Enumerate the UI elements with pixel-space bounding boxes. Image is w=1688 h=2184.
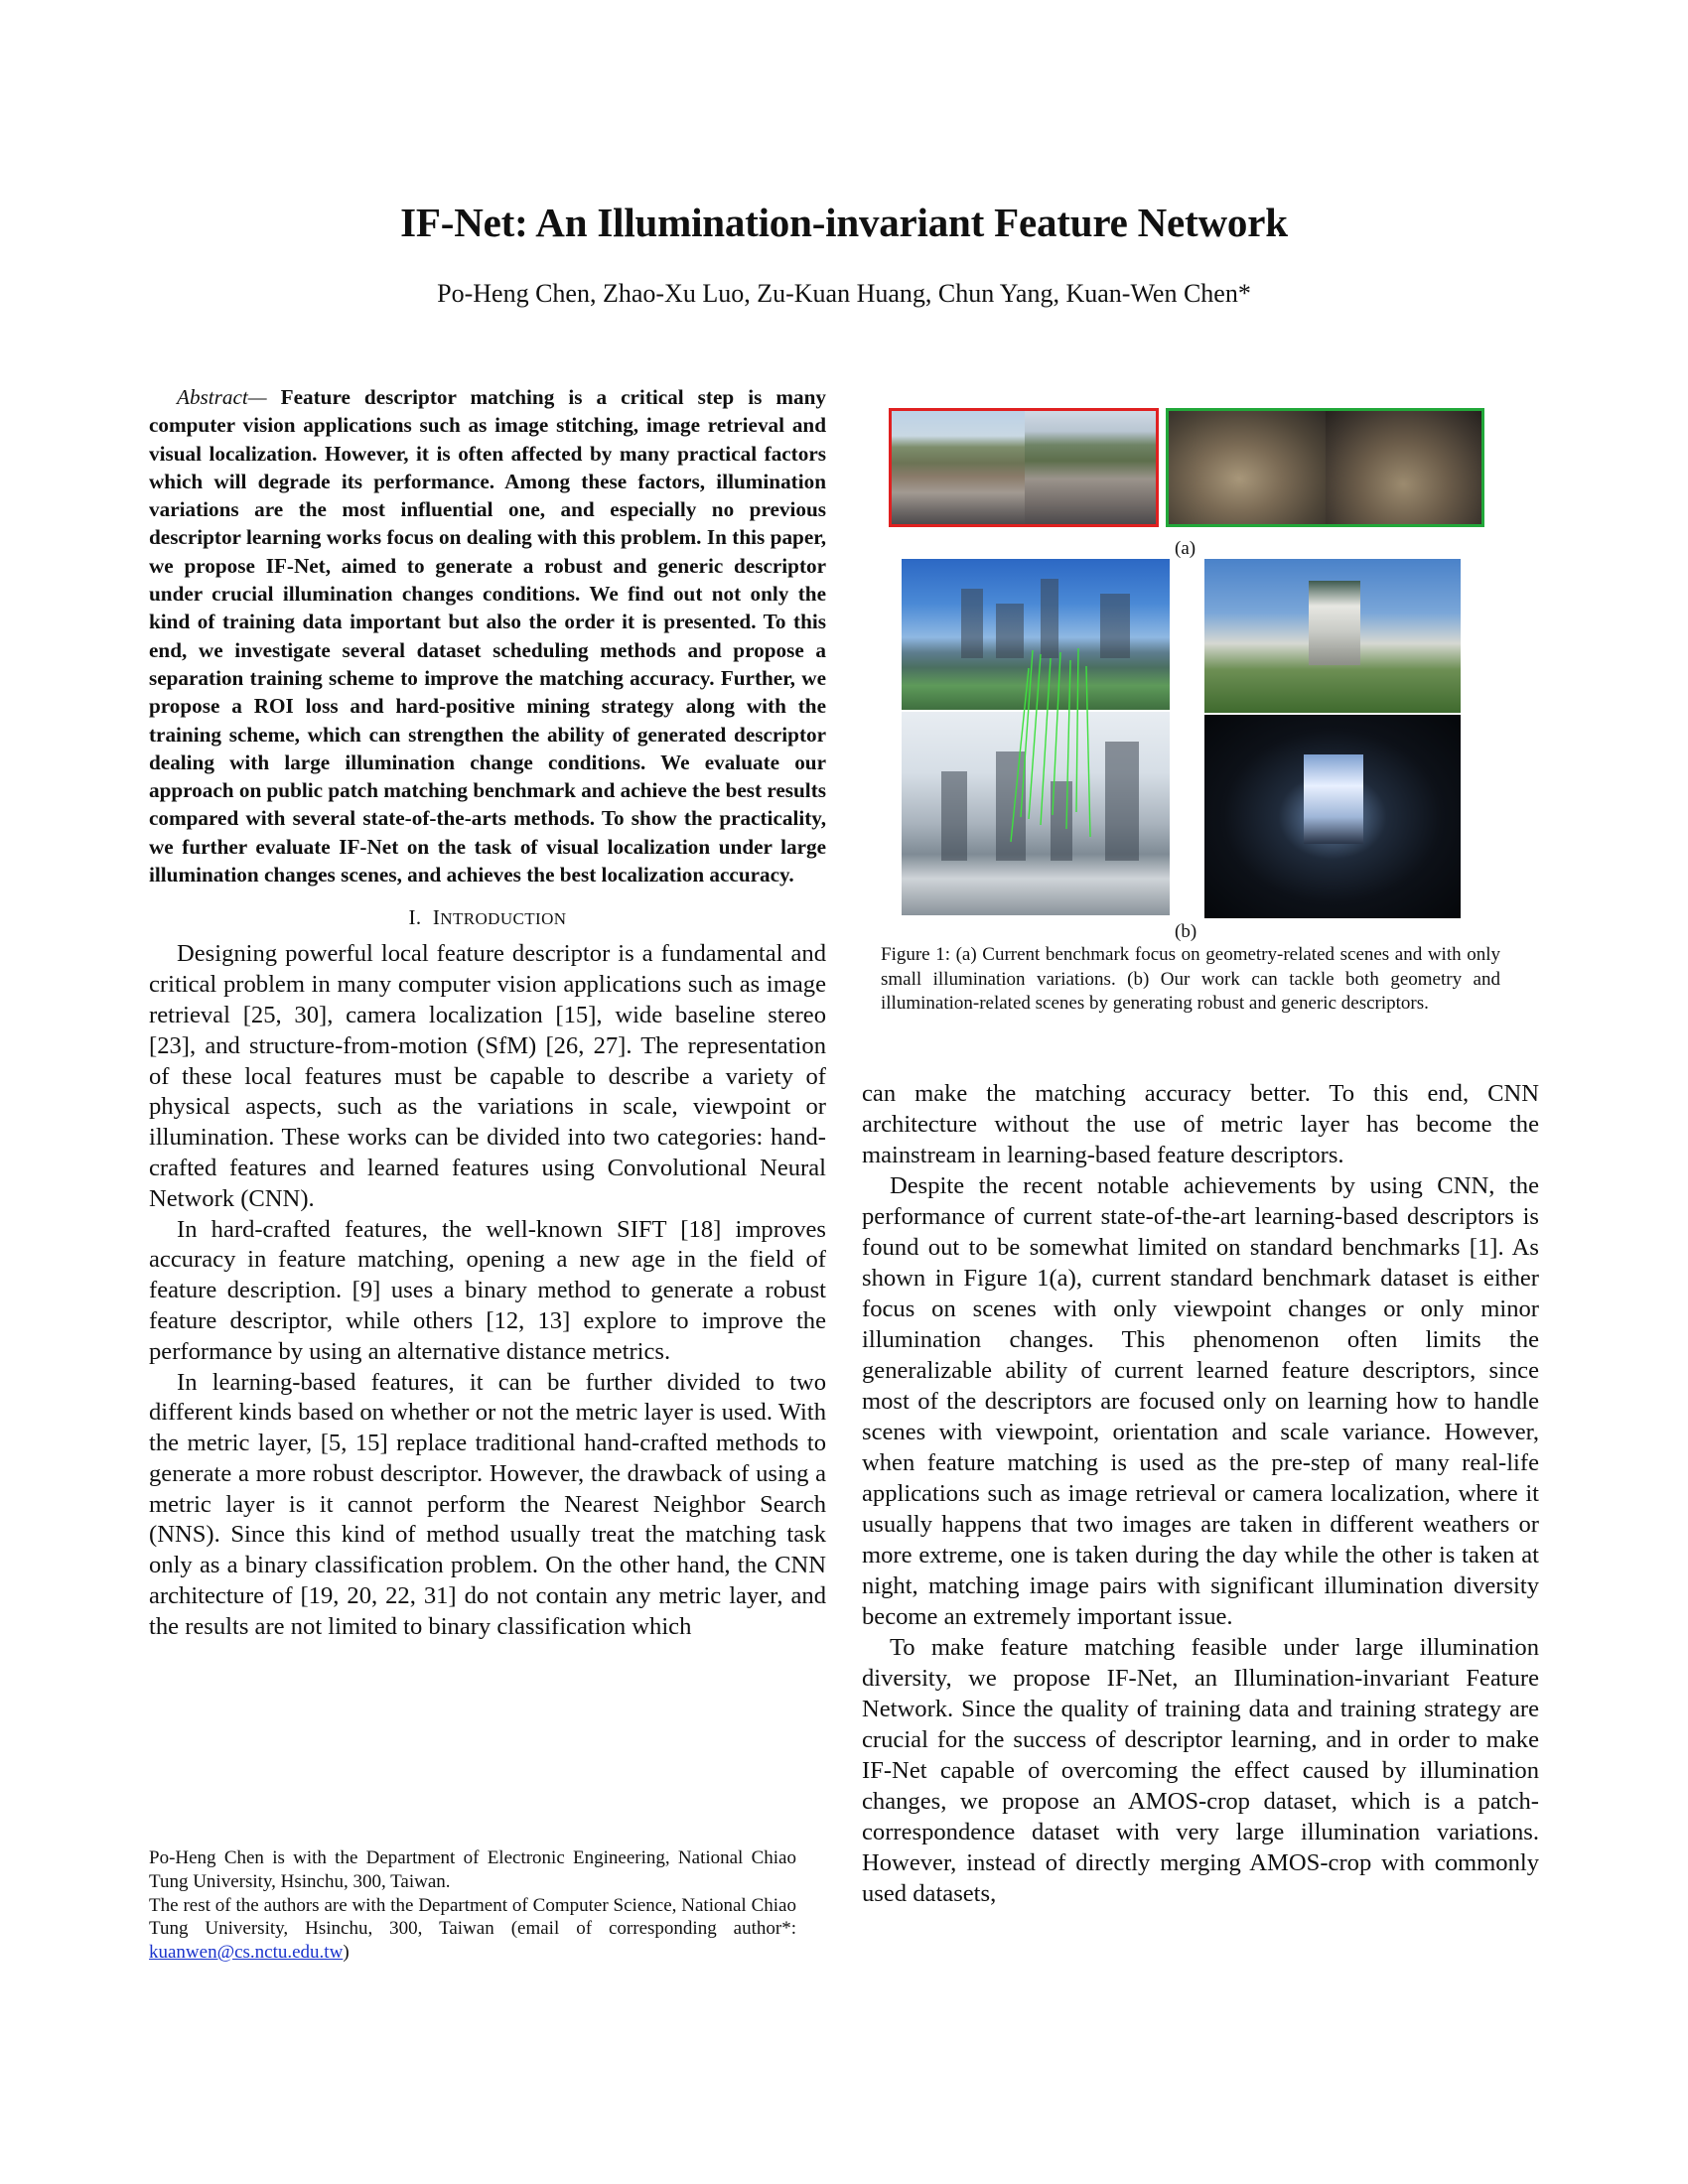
village-image-left <box>892 411 1025 524</box>
author-footnote <box>149 1846 796 1965</box>
match-lines <box>902 559 1170 915</box>
intro-paragraph-3: In learning-based features, it can be further divided to two different kinds based on whether or not the metric layer is used. With the metric layer, [5, 15] replace traditional hand-crafted methods to generate a more robust descriptor. However, the drawback of using a metric layer is it cannot perform the Nearest Neighbor Search (NNS). Since this kind of method usually treat the matching task only as a binary classification problem. On the other hand, the CNN architecture of [19, 20, 22, 31] do not contain any metric layer, and the results are not limited to binary classification which <box>149 1368 826 1640</box>
intro-paragraph-6: To make feature matching feasible under large illumination diversity, we propose IF-Net, an Illumination-invariant Feature Network. Since the quality of training data and training strategy are crucial for the success of descriptor learning, and in order to make IF-Net capable of overcoming the effect caused by illumination changes, we propose an AMOS-crop dataset, which is a patch-correspondence dataset with very large illumination variations. However, instead of directly merging AMOS-crop with commonly used datasets, <box>862 1634 1539 1907</box>
garden-image-left <box>1169 411 1326 524</box>
footnote-line-2-suffix: ) <box>343 1942 350 1964</box>
match-line <box>1076 648 1078 812</box>
section-title-rest: NTRODUCTION <box>440 909 567 929</box>
footnote-line-1: Po-Heng Chen is with the Department of Electronic Engineering, National Chiao Tung University, Hsinchu, 300, Taiwan. <box>149 1847 796 1892</box>
figure-caption: Figure 1: (a) Current benchmark focus on geometry-related scenes and with only small illumination variations. (b) Our work can tackle both geometry and illumination-related scenes by generating robust and generic descriptors. <box>881 944 1500 1014</box>
match-line <box>1011 668 1029 842</box>
benchmark-pair-red <box>889 408 1159 527</box>
match-line <box>1053 652 1060 815</box>
abstract <box>149 383 826 888</box>
abstract-text: Feature descriptor matching is a critical step is many computer vision applications such as image stitching, image retrieval and visual localization. However, it is often affected by many practical factors which will degrade its performance. Among these factors, illumination variations are the most influential one, and especially no previous descriptor learning works focus on dealing with this problem. In this paper, we propose IF-Net, aimed to generate a robust and generic descriptor under crucial illumination changes conditions. We find out not only the kind of training data important but also the order it is presented. To this end, we investigate several dataset scheduling methods and propose a separation training scheme to improve the matching accuracy. Further, we propose a ROI loss and hard-positive mining strategy along with the training scheme, which can strengthen the ability of generated descriptor dealing with large illumination change conditions. We evaluate our approach on public patch matching benchmark and achieve the best results compared with several state-of-the-arts methods. To show the practicality, we further evaluate IF-Net on the task of visual localization under large illumination changes scenes, and achieves the best localization accuracy. <box>149 385 826 887</box>
right-column <box>862 1078 1539 1909</box>
match-line <box>1066 660 1070 829</box>
section-heading-introduction <box>149 905 826 930</box>
intro-paragraph-5: Despite the recent notable achievements by using CNN, the performance of current state-of-the-art learning-based descriptors is found out to be somewhat limited on standard benchmarks [1]. As shown in Figure 1(a), current standard benchmark dataset is either focus on scenes with only viewpoint changes or only minor illumination changes. This phenomenon often limits the generalizable ability of current learned feature descriptors, since most of the descriptors are focused only on learning how to handle scenes with viewpoint, orientation and scale variance. However, when feature matching is used as the pre-step of many real-life applications such as image retrieval or camera localization, where it usually happens that two images are taken in different weathers or more extreme, one is taken during the day while the other is taken at night, matching image pairs with significant illumination diversity become an extremely important issue. <box>862 1172 1539 1630</box>
section-numeral: I. <box>408 905 422 930</box>
figure-label-a: (a) <box>1175 538 1196 559</box>
paper-title: IF-Net: An Illumination-invariant Feature Network <box>400 200 1288 245</box>
castle-shape <box>1304 754 1363 844</box>
castle-night-image <box>1204 715 1461 918</box>
figure-label-b: (b) <box>1175 921 1197 942</box>
footnote-line-2-prefix: The rest of the authors are with the Department of Computer Science, National Chiao Tung University, Hsinchu, 300, Taiwan (email of corresponding author*: <box>149 1894 796 1940</box>
castle-shape <box>1309 581 1360 665</box>
match-line <box>1041 658 1051 825</box>
intro-paragraph-2: In hard-crafted features, the well-known SIFT [18] improves accuracy in feature matching, opening a new age in the field of feature description. [9] uses a binary method to generate a robust feature descriptor, while others [12, 13] explore to improve the performance by using an alternative distance metrics. <box>149 1215 826 1365</box>
village-image-right <box>1025 411 1156 524</box>
intro-paragraph-1: Designing powerful local feature descriptor is a fundamental and critical problem in many computer vision applications such as image retrieval [25, 30], camera localization [15], wide baseline stereo [23], and structure-from-motion (SfM) [26, 27]. The representation of these local features must be capable to describe a variety of physical aspects, such as the variations in scale, viewpoint or illumination. These works can be divided into two categories: hand-crafted features and learned features using Convolutional Neural Network (CNN). <box>149 940 826 1212</box>
match-line <box>1086 666 1090 837</box>
intro-paragraph-4: can make the matching accuracy better. To this end, CNN architecture without the use of metric layer has become the mainstream in learning-based feature descriptors. <box>862 1080 1539 1168</box>
garden-image-right <box>1326 411 1481 524</box>
footnote-line-2 <box>149 1894 796 1965</box>
author-list: Po-Heng Chen, Zhao-Xu Luo, Zu-Kuan Huang, Chun Yang, Kuan-Wen Chen* <box>437 279 1251 308</box>
section-title-initial: I <box>432 905 441 930</box>
abstract-label: Abstract— <box>177 385 267 409</box>
corresponding-email-link[interactable]: kuanwen@cs.nctu.edu.tw <box>149 1942 344 1964</box>
left-column <box>149 383 826 1643</box>
castle-day-image <box>1204 559 1461 713</box>
benchmark-pair-green <box>1166 408 1484 527</box>
